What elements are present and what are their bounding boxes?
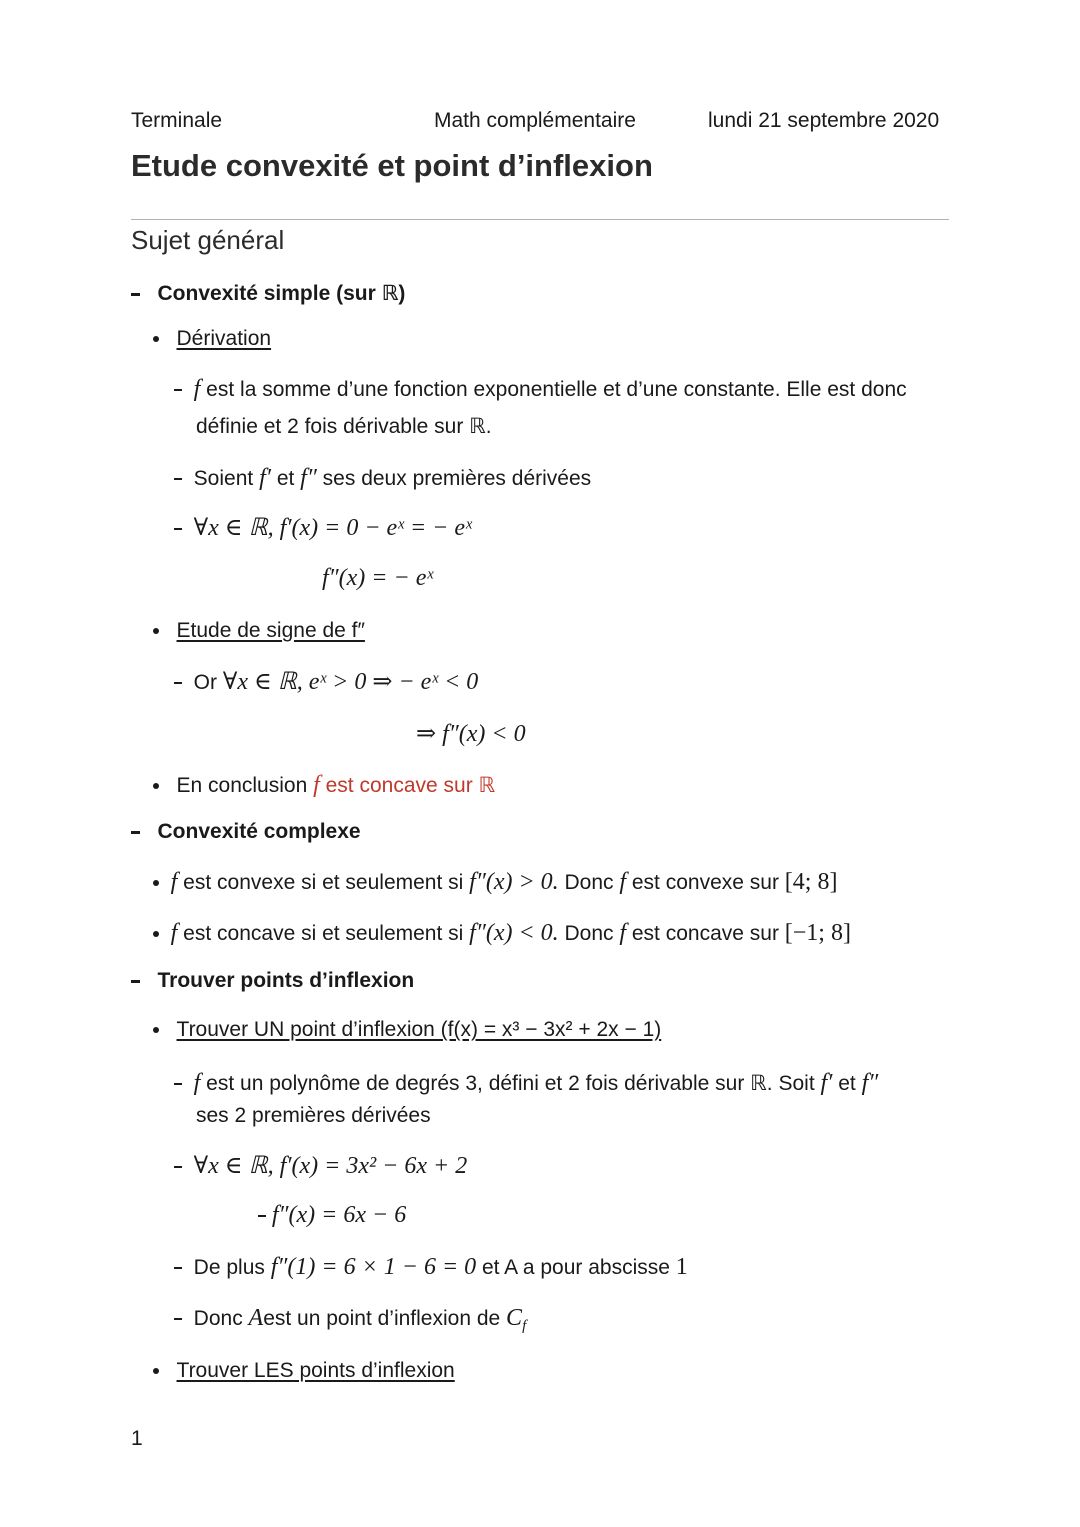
dot-bullet [153,1027,159,1033]
derivation-label: Dérivation [176,327,272,350]
header-class: Terminale [131,109,223,132]
dot-bullet [153,336,159,342]
section-title: Sujet général [131,225,285,255]
header-date: lundi 21 septembre 2020 [708,109,940,132]
dash-bullet [174,528,182,530]
item-conclusion: En conclusion f est concave sur ℝ [153,772,495,799]
section-convexite-simple: Convexité simple (sur ℝ) [131,281,405,306]
header-subject: Math complémentaire [434,109,636,132]
item-etude-signe [153,619,365,643]
dot-bullet [153,880,159,886]
donc-line: Donc Aest un point d’inflexion de $C_f$ [174,1305,526,1335]
dash-bullet [131,980,140,983]
de-plus-line: De plus f″(1) = 6 × 1 − 6 = 0 et A a pour abscisse 1 [174,1254,688,1281]
dash-bullet [174,1083,182,1085]
dash-bullet [174,1166,182,1168]
dash-bullet [174,1267,182,1269]
sign-line-2: ⇒ f″(x) < 0 [416,721,526,747]
derivation-line-3: Soient f′ et f″ ses deux premières dérivées [174,465,591,492]
dash-bullet [174,1318,182,1320]
item-derivation [153,327,271,351]
dash-bullet [131,831,140,834]
derivation-line-1: f est la somme d’une fonction exponentielle et d’une constante. Elle est donc [174,376,907,403]
title-divider [131,219,949,220]
dash-bullet [174,389,182,391]
item-un-point [153,1018,661,1042]
dash-bullet [174,682,182,684]
un-point-label: Trouver UN point d’inflexion (f(x) = x³ − 3x² + 2x − 1) [176,1018,662,1041]
dot-bullet [153,628,159,634]
dot-bullet [153,783,159,789]
derivation-equation-1: ∀x ∈ ℝ, f′(x) = 0 − eˣ = − eˣ [174,513,472,542]
derivation-line-2: définie et 2 fois dérivable sur ℝ. [196,415,492,438]
dash-bullet [258,1215,266,1217]
dot-bullet [153,1368,159,1374]
section-points-inflexion: Trouver points d’inflexion [131,969,414,993]
polynome-equation-2: f″(x) = 6x − 6 [258,1202,406,1229]
sign-line-1: Or ∀x ∈ ℝ, eˣ > 0 ⇒ − eˣ < 0 [174,667,478,696]
etude-signe-label: Etude de signe de f″ [176,619,365,642]
page-title: Etude convexité et point d’inflexion [131,148,653,183]
convexe-bullet: f est convexe si et seulement si f″(x) > 0. Donc f est convexe sur [4; 8] [153,869,837,896]
polynome-line-1: f est un polynôme de degrés 3, défini et 2 fois dérivable sur ℝ. Soit f′ et f″ [174,1070,878,1097]
section-convexite-complexe: Convexité complexe [131,820,361,844]
polynome-equation-1: ∀x ∈ ℝ, f′(x) = 3x² − 6x + 2 [174,1151,467,1180]
item-les-points [153,1359,455,1383]
concave-bullet: f est concave si et seulement si f″(x) < 0. Donc f est concave sur [−1; 8] [153,920,851,947]
derivation-equation-2: f″(x) = − eˣ [322,565,434,591]
les-points-label: Trouver LES points d’inflexion [176,1359,455,1382]
polynome-line-2: ses 2 premières dérivées [196,1104,431,1127]
page-number: 1 [131,1427,143,1450]
dash-bullet [131,293,140,296]
dot-bullet [153,931,159,937]
dash-bullet [174,478,182,480]
